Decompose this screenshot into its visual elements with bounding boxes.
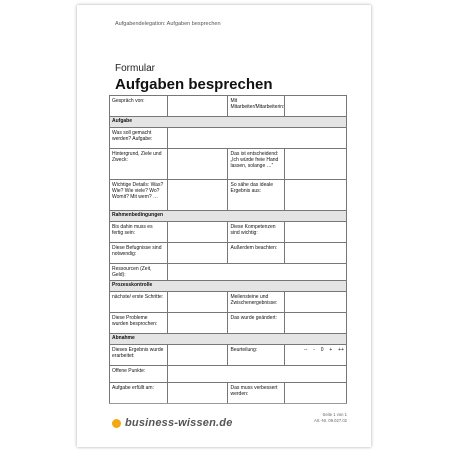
ideales-ergebnis-label: So sähe das ideale Ergebnis aus: [228, 180, 285, 211]
document-breadcrumb: Aufgabendelegation: Aufgaben besprechen [115, 21, 221, 27]
section-rahmenbedingungen: Rahmenbedingungen [110, 211, 347, 222]
verbessern-label: Das muss verbessert werden: [228, 383, 285, 404]
brand-logo[interactable] [112, 417, 233, 429]
beurteilung-label: Beurteilung: [228, 345, 285, 366]
meilensteine-field[interactable] [285, 292, 347, 313]
table-row [110, 345, 347, 366]
rating-option[interactable]: -- [304, 346, 308, 353]
offene-punkte-label: Offene Punkte: [110, 366, 168, 383]
rating-option[interactable]: - [313, 346, 315, 353]
hintergrund-label: Hintergrund, Ziele und Zweck: [110, 149, 168, 180]
rating-scale [304, 347, 344, 353]
section-row [110, 211, 347, 222]
article-number: Art.-Nr. 09.027.02 [313, 418, 347, 423]
offene-punkte-field[interactable] [168, 366, 347, 383]
document-page [77, 5, 371, 447]
table-row [110, 383, 347, 404]
document-kind: Formular [115, 63, 156, 74]
erfuellt-label: Aufgabe erfüllt am: [110, 383, 168, 404]
ressourcen-field[interactable] [168, 264, 347, 281]
erfuellt-field[interactable] [168, 383, 228, 404]
befugnisse-label: Diese Befugnisse sind notwendig: [110, 243, 168, 264]
mitarbeiter-field[interactable] [285, 96, 347, 117]
table-row [110, 313, 347, 334]
logo-dot-icon [112, 419, 121, 428]
ergebnis-field[interactable] [168, 345, 228, 366]
entscheidend-field[interactable] [285, 149, 347, 180]
table-row [110, 180, 347, 211]
document-title: Aufgaben besprechen [115, 76, 273, 93]
section-row [110, 334, 347, 345]
befugnisse-field[interactable] [168, 243, 228, 264]
was-soll-field[interactable] [168, 128, 347, 149]
hintergrund-field[interactable] [168, 149, 228, 180]
verbessern-field[interactable] [285, 383, 347, 404]
form-table [109, 95, 347, 404]
probleme-field[interactable] [168, 313, 228, 334]
page-number: Seite 1 von 1 [322, 412, 347, 417]
gespraech-von-label: Gespräch von: [110, 96, 168, 117]
table-row [110, 149, 347, 180]
table-row [110, 96, 347, 117]
page-info [314, 412, 347, 424]
section-row [110, 281, 347, 292]
ideales-ergebnis-field[interactable] [285, 180, 347, 211]
gespraech-von-field[interactable] [168, 96, 228, 117]
rating-option[interactable]: ++ [338, 346, 344, 353]
naechste-schritte-field[interactable] [168, 292, 228, 313]
section-row [110, 117, 347, 128]
table-row [110, 128, 347, 149]
section-aufgabe: Aufgabe [110, 117, 347, 128]
section-abnahme: Abnahme [110, 334, 347, 345]
kompetenzen-label: Diese Kompetenzen sind wichtig: [228, 222, 285, 243]
was-soll-label: Was soll gemacht werden? Aufgabe: [110, 128, 168, 149]
ausserdem-label: Außerdem beachten: [228, 243, 285, 264]
meilensteine-label: Meilensteine und Zwischenergebnisse: [228, 292, 285, 313]
details-label: Wichtige Details: Was? Wie? Wie viele? Wo? Womit? Mit wem? … [110, 180, 168, 211]
logo-text: business-wissen.de [125, 417, 233, 429]
details-field[interactable] [168, 180, 228, 211]
table-row [110, 264, 347, 281]
ergebnis-label: Dieses Ergebnis wurde erarbeitet: [110, 345, 168, 366]
geaendert-label: Das wurde geändert: [228, 313, 285, 334]
table-row [110, 243, 347, 264]
naechste-schritte-label: nächste/ erste Schritte: [110, 292, 168, 313]
ressourcen-label: Ressourcen (Zeit, Geld): [110, 264, 168, 281]
geaendert-field[interactable] [285, 313, 347, 334]
rating-option[interactable]: + [329, 346, 333, 353]
deadline-field[interactable] [168, 222, 228, 243]
table-row [110, 366, 347, 383]
section-prozesskontrolle: Prozesskontrolle [110, 281, 347, 292]
kompetenzen-field[interactable] [285, 222, 347, 243]
table-row [110, 222, 347, 243]
beurteilung-scale[interactable] [285, 345, 347, 366]
ausserdem-field[interactable] [285, 243, 347, 264]
deadline-label: Bis dahin muss es fertig sein: [110, 222, 168, 243]
footer-divider [109, 403, 347, 404]
table-row [110, 292, 347, 313]
entscheidend-label: Das ist entscheidend: „Ich würde freie Hand lassen, solange …“ [228, 149, 285, 180]
mitarbeiter-label: Mit Mitarbeiter/Mitarbeiterin: [228, 96, 285, 117]
rating-option[interactable]: 0 [320, 346, 324, 353]
probleme-label: Diese Probleme wurden besprochen: [110, 313, 168, 334]
